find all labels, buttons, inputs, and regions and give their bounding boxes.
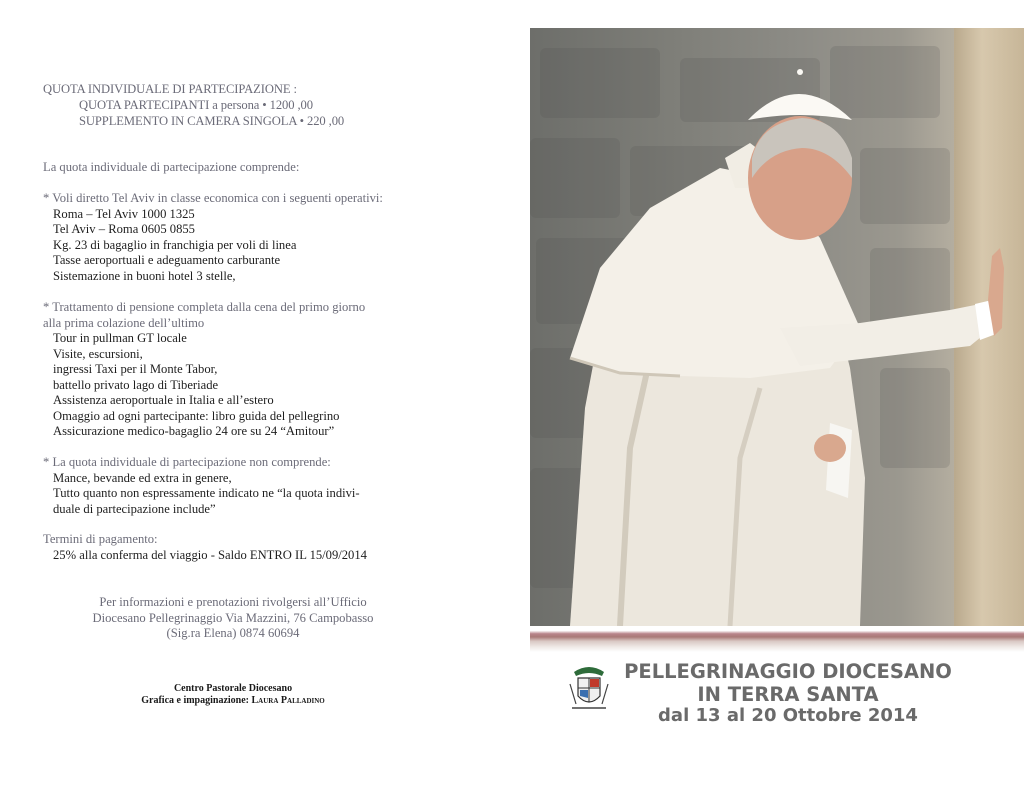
voli-item: Kg. 23 di bagaglio in franchigia per voli di linea [53, 238, 297, 252]
title-line-1: PELLEGRINAGGIO DIOCESANO [624, 660, 952, 683]
pensione-item: Tour in pullman GT locale [53, 331, 187, 345]
non-comprende-item: duale di partecipazione include” [53, 502, 216, 516]
pensione-item: Assistenza aeroportuale in Italia e all’estero [53, 393, 274, 407]
pensione-heading-cont: alla prima colazione dell’ultimo [43, 316, 205, 330]
voli-heading: * Voli diretto Tel Aviv in classe economica con i seguenti operativi: [43, 191, 383, 205]
cover-photo [530, 28, 1024, 626]
title-dates: dal 13 al 20 Ottobre 2014 [658, 705, 918, 726]
voli-item: Tel Aviv – Roma 0605 0855 [53, 222, 195, 236]
pensione-item: Assicurazione medico-bagaglio 24 ore su 24 “Amitour” [53, 424, 335, 438]
credit-label: Grafica e impaginazione: [141, 695, 252, 706]
pensione-heading: * Trattamento di pensione completa dalla cena del primo giorno [43, 300, 366, 314]
credit-grafica [43, 693, 423, 708]
voli-item: Tasse aeroportuali e adeguamento carburante [53, 253, 281, 267]
voli-item: Roma – Tel Aviv 1000 1325 [53, 207, 195, 221]
non-comprende-item: Mance, bevande ed extra in genere, [53, 471, 232, 485]
decorative-band [530, 626, 1024, 652]
credit-designer: Laura Palladino [251, 695, 325, 706]
credit-centro: Centro Pastorale Diocesano [173, 683, 293, 694]
title-line-2: IN TERRA SANTA [697, 683, 879, 706]
pagamento-heading: Termini di pagamento: [43, 532, 158, 546]
quota-line-partecipanti: QUOTA PARTECIPANTI a persona • 1200 ,00 [79, 98, 313, 112]
pensione-item: battello privato lago di Tiberiade [53, 378, 219, 392]
diocese-coat-of-arms-icon [566, 662, 612, 714]
pensione-item: ingressi Taxi per il Monte Tabor, [53, 362, 218, 376]
praying-figure [530, 28, 1024, 626]
info-line: Per informazioni e prenotazioni rivolgersi all’Ufficio [99, 595, 367, 609]
quota-line-supplemento: SUPPLEMENTO IN CAMERA SINGOLA • 220 ,00 [79, 114, 345, 128]
comprende-heading: La quota individuale di partecipazione comprende: [43, 160, 300, 174]
pagamento-text: 25% alla conferma del viaggio - Saldo ENTRO IL 15/09/2014 [53, 548, 367, 562]
pensione-item: Visite, escursioni, [53, 347, 143, 361]
info-line: (Sig.ra Elena) 0874 60694 [166, 626, 300, 640]
quota-heading: QUOTA INDIVIDUALE DI PARTECIPAZIONE : [43, 82, 297, 96]
info-line: Diocesano Pellegrinaggio Via Mazzini, 76 Campobasso [92, 611, 374, 625]
non-comprende-heading: * La quota individuale di partecipazione non comprende: [43, 455, 331, 469]
non-comprende-item: Tutto quanto non espressamente indicato ne “la quota indivi- [53, 486, 360, 500]
voli-item: Sistemazione in buoni hotel 3 stelle, [53, 269, 236, 283]
pensione-item: Omaggio ad ogni partecipante: libro guida del pellegrino [53, 409, 340, 423]
